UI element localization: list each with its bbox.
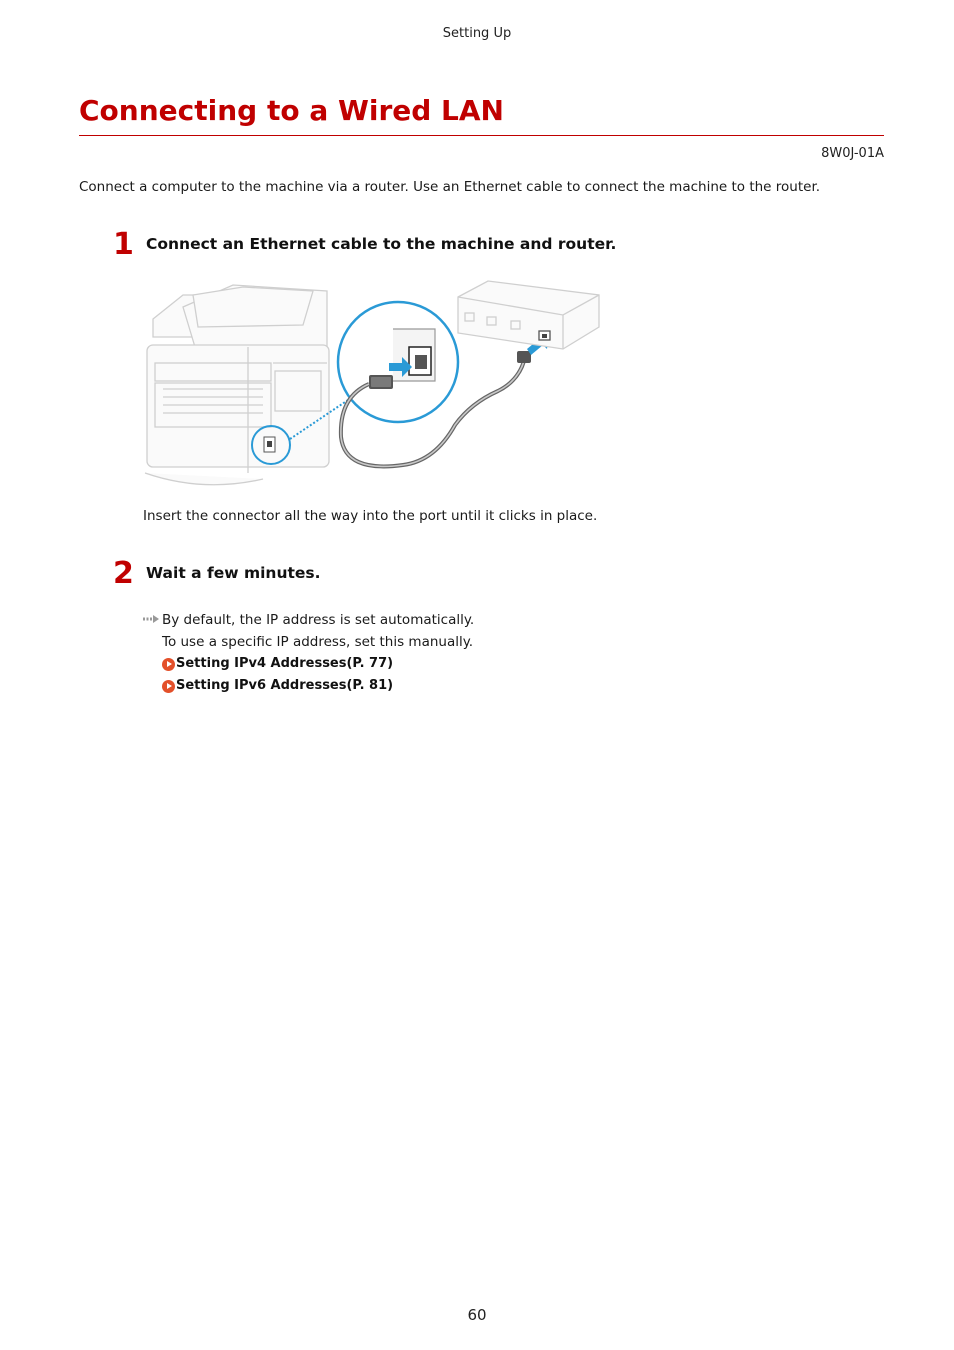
step-number: 2: [113, 556, 134, 591]
link-setting-ipv6[interactable]: [143, 675, 474, 697]
link-label: Setting IPv4 Addresses(P. 77): [176, 656, 394, 671]
document-id: 8W0J-01A: [821, 146, 884, 161]
link-arrow-icon: [162, 680, 175, 693]
step-2-result: [143, 609, 474, 697]
result-line: To use a specific IP address, set this manually.: [162, 634, 474, 650]
step-instruction: Wait a few minutes.: [146, 564, 321, 582]
step-number: 1: [113, 227, 134, 262]
page-number: 60: [467, 1306, 487, 1324]
page-title: Connecting to a Wired LAN: [79, 94, 504, 127]
router-illustration: [458, 281, 599, 349]
title-divider: [79, 135, 884, 136]
link-arrow-icon: [162, 658, 175, 671]
step-1-caption: Insert the connector all the way into the port until it clicks in place.: [143, 508, 598, 524]
link-label: Setting IPv6 Addresses(P. 81): [176, 678, 394, 693]
ethernet-connection-illustration: [143, 277, 603, 489]
intro-paragraph: Connect a computer to the machine via a router. Use an Ethernet cable to connect the machine to the router.: [79, 179, 821, 195]
link-setting-ipv4[interactable]: [143, 653, 474, 675]
step-instruction: Connect an Ethernet cable to the machine and router.: [146, 235, 617, 253]
port-zoom-circle: [338, 302, 458, 422]
printer-illustration: [145, 285, 329, 485]
result-line: By default, the IP address is set automatically.: [162, 612, 475, 628]
result-arrow-icon: [143, 609, 162, 631]
running-header: Setting Up: [442, 26, 512, 41]
